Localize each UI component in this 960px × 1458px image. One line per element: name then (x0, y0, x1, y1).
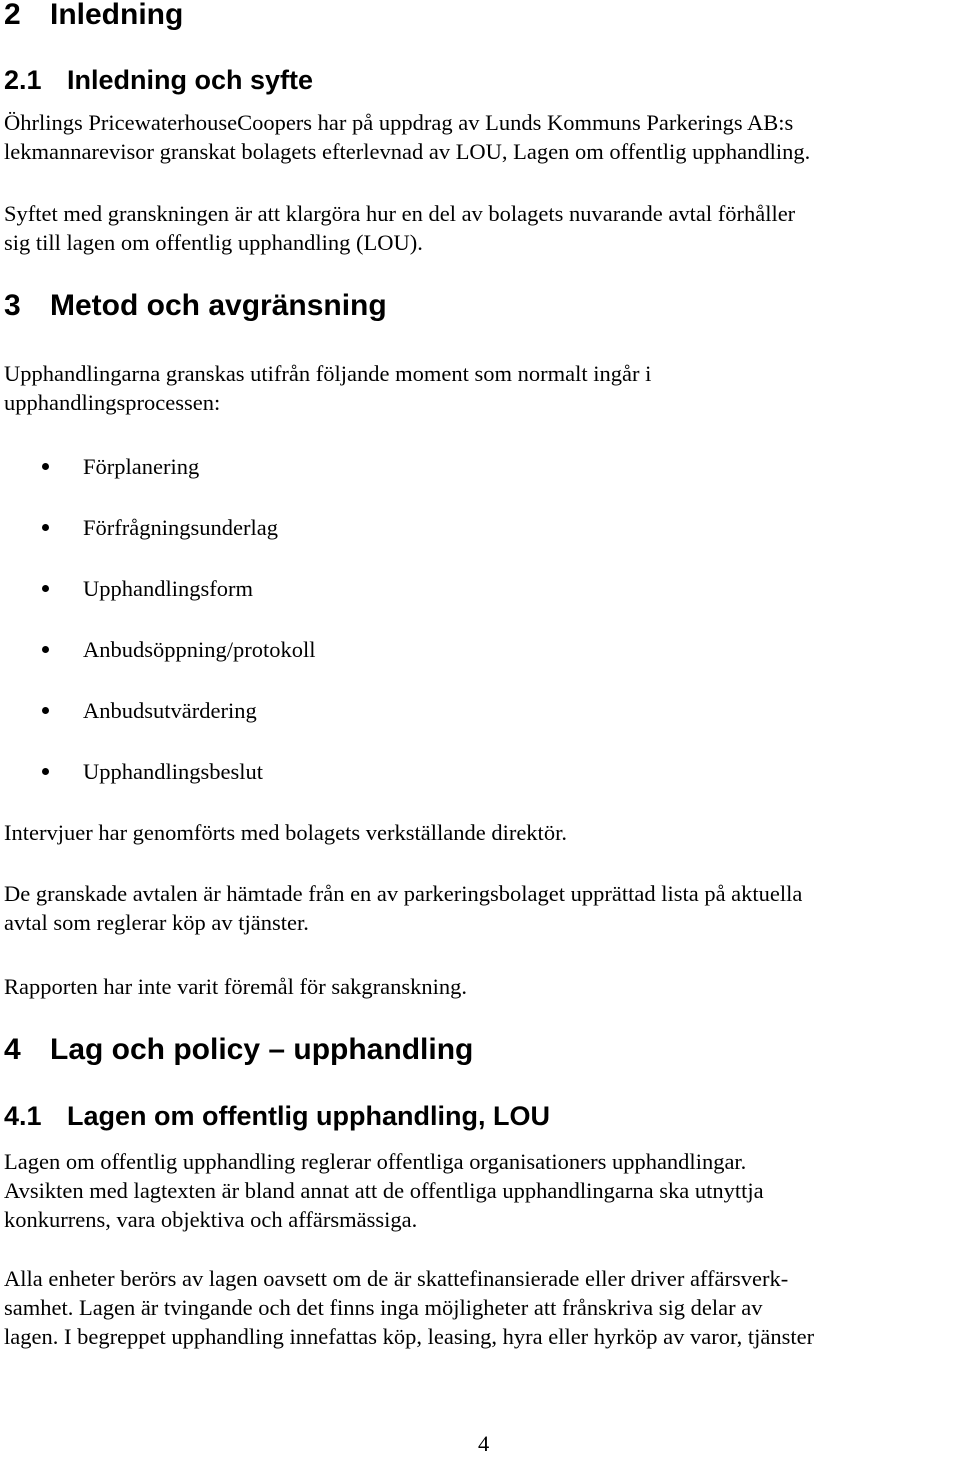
paragraph-lou-purpose (4, 1147, 764, 1234)
heading-section-2-1 (4, 66, 313, 94)
text-line: Öhrlings PricewaterhouseCoopers har på uppdrag av Lunds Kommuns Parkerings AB:s (4, 110, 794, 135)
heading-section-4 (4, 1035, 473, 1065)
paragraph-purpose (4, 199, 795, 257)
text-line: Lagen om offentlig upphandling reglerar offentliga organisationers upphandlingar. (4, 1149, 747, 1174)
bullet-icon (42, 585, 49, 592)
paragraph-assignment (4, 108, 810, 166)
paragraph-lou-scope (4, 1264, 814, 1351)
heading-number: 2.1 (4, 65, 42, 95)
bullet-icon (42, 463, 49, 470)
heading-title: Inledning (50, 0, 184, 31)
list-item-label: Upphandlingsbeslut (83, 759, 263, 784)
text-line: Syftet med granskningen är att klargöra hur en del av bolagets nuvarande avtal förhåller (4, 201, 796, 226)
text-line: lagen. I begreppet upphandling innefattas köp, leasing, hyra eller hyrköp av varor, tjänster (4, 1324, 815, 1349)
heading-number: 2 (4, 0, 21, 31)
paragraph-contracts (4, 879, 802, 937)
text-line: upphandlingsprocessen: (4, 390, 221, 415)
text-line: De granskade avtalen är hämtade från en av parkeringsbolaget upprättad lista på aktuella (4, 881, 803, 906)
text-line: avtal som reglerar köp av tjänster. (4, 910, 309, 935)
text-line: lekmannarevisor granskat bolagets efterlevnad av LOU, Lagen om offentlig upphandling. (4, 139, 811, 164)
list-item-label: Upphandlingsform (83, 576, 253, 601)
heading-section-3 (4, 291, 387, 321)
paragraph-review (4, 972, 467, 1001)
text-line: Avsikten med lagtexten är bland annat att de offentliga upphandlingarna ska utnyttja (4, 1178, 764, 1203)
list-item-label: Förfrågningsunderlag (83, 515, 278, 540)
heading-title: Metod och avgränsning (50, 289, 387, 322)
heading-title: Lag och policy – upphandling (50, 1033, 474, 1066)
heading-number: 4.1 (4, 1101, 42, 1131)
text-line: Intervjuer har genomförts med bolagets verkställande direktör. (4, 820, 567, 845)
heading-number: 3 (4, 289, 21, 322)
heading-title: Inledning och syfte (67, 65, 314, 95)
heading-number: 4 (4, 1033, 21, 1066)
bullet-icon (42, 524, 49, 531)
list-item-label: Anbudsutvärdering (83, 698, 257, 723)
list-item-label: Anbudsöppning/protokoll (83, 637, 316, 662)
bullet-icon (42, 768, 49, 775)
heading-section-2 (4, 0, 183, 30)
text-line: Upphandlingarna granskas utifrån följande moment som normalt ingår i (4, 361, 652, 386)
text-line: konkurrens, vara objektiva och affärsmässiga. (4, 1207, 418, 1232)
paragraph-interviews (4, 818, 567, 847)
page-number: 4 (478, 1431, 490, 1456)
text-line: Rapporten har inte varit föremål för sakgranskning. (4, 974, 467, 999)
text-line: sig till lagen om offentlig upphandling (LOU). (4, 230, 423, 255)
list-item-label: Förplanering (83, 454, 200, 479)
paragraph-method-intro (4, 359, 651, 417)
heading-title: Lagen om offentlig upphandling, LOU (67, 1101, 550, 1131)
heading-section-4-1 (4, 1102, 550, 1130)
bullet-icon (42, 707, 49, 714)
bullet-icon (42, 646, 49, 653)
text-line: samhet. Lagen är tvingande och det finns inga möjligheter att frånskriva sig delar av (4, 1295, 763, 1320)
text-line: Alla enheter berörs av lagen oavsett om de är skattefinansierade eller driver affärsverk- (4, 1266, 789, 1291)
